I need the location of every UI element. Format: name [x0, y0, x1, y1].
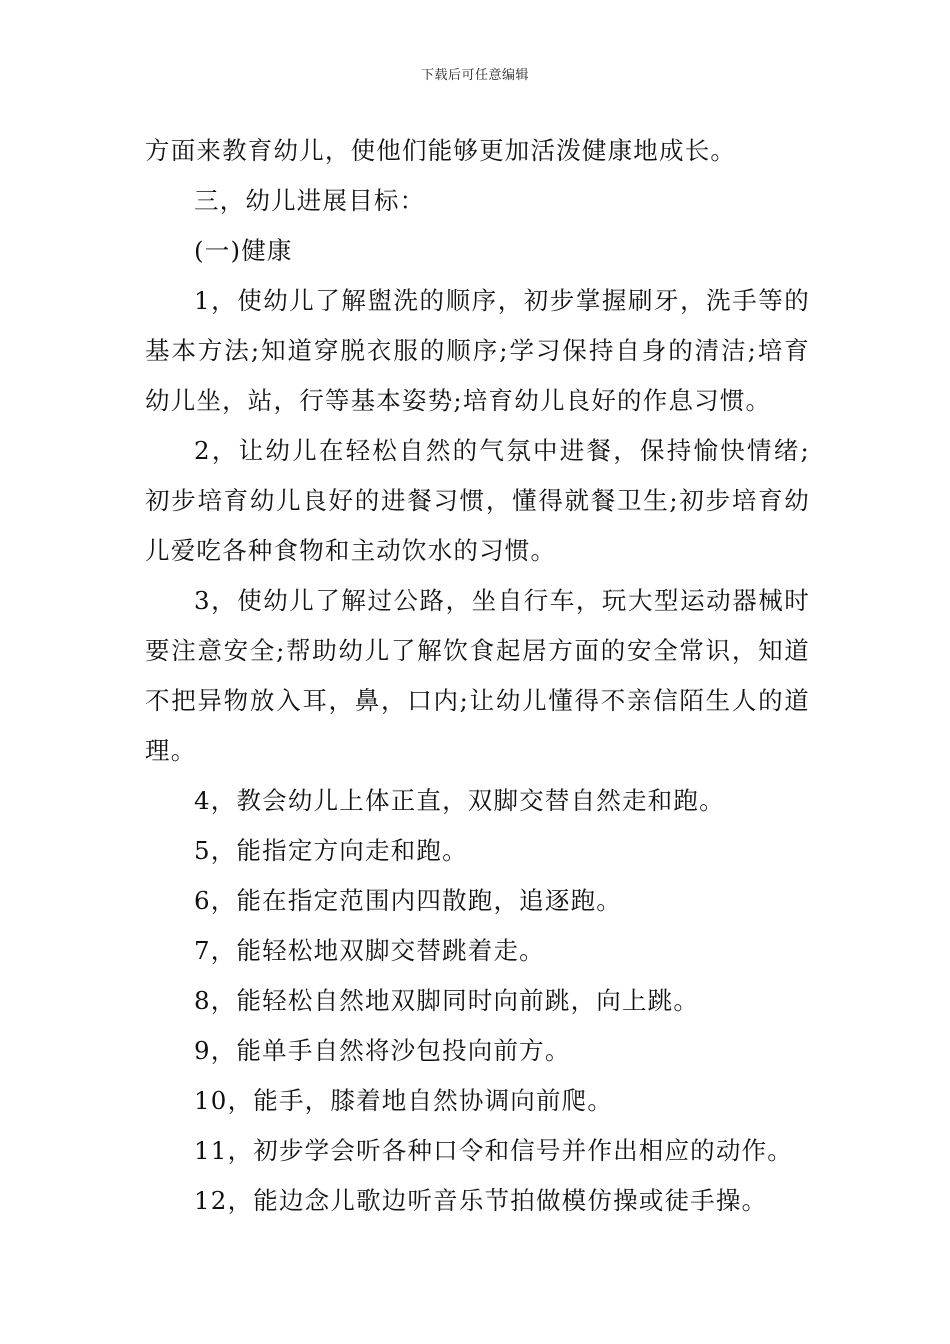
- list-item-4: 4，教会幼儿上体正直，双脚交替自然走和跑。: [194, 786, 725, 815]
- list-item-3: 3，使幼儿了解过公路，坐自行车，玩大型运动器械时要注意安全;帮助幼儿了解饮食起居方面的安全常识，知道不把异物放入耳，鼻，口内;让幼儿懂得不亲信陌生人的道理。: [145, 586, 810, 765]
- document-body: [145, 126, 810, 1226]
- list-item-6: 6，能在指定范围内四散跑，追逐跑。: [194, 886, 622, 915]
- paragraph-continuation: 方面来教育幼儿，使他们能够更加活泼健康地成长。: [145, 136, 737, 165]
- page-header-note: 下载后可任意编辑: [420, 68, 529, 83]
- section-heading-goals: 三，幼儿进展目标：: [194, 186, 426, 215]
- list-item-11: 11，初步学会听各种口令和信号并作出相应的动作。: [194, 1136, 793, 1165]
- list-item-5: 5，能指定方向走和跑。: [194, 836, 468, 865]
- list-item-7: 7，能轻松地双脚交替跳着走。: [194, 936, 545, 965]
- list-item-9: 9，能单手自然将沙包投向前方。: [194, 1036, 571, 1065]
- list-item-2: 2，让幼儿在轻松自然的气氛中进餐，保持愉快情绪;初步培育幼儿良好的进餐习惯，懂得就餐卫生;初步培育幼儿爱吃各种食物和主动饮水的习惯。: [145, 436, 810, 565]
- list-item-10: 10，能手，膝着地自然协调向前爬。: [194, 1086, 614, 1115]
- list-item-8: 8，能轻松自然地双脚同时向前跳，向上跳。: [194, 986, 700, 1015]
- subsection-heading-health: (一)健康: [194, 236, 293, 265]
- list-item-1: 1，使幼儿了解盥洗的顺序，初步掌握刷牙，洗手等的基本方法;知道穿脱衣服的顺序;学习保持自身的清洁;培育幼儿坐，站，行等基本姿势;培育幼儿良好的作息习惯。: [145, 286, 810, 415]
- list-item-12: 12，能边念儿歌边听音乐节拍做模仿操或徒手操。: [194, 1186, 768, 1215]
